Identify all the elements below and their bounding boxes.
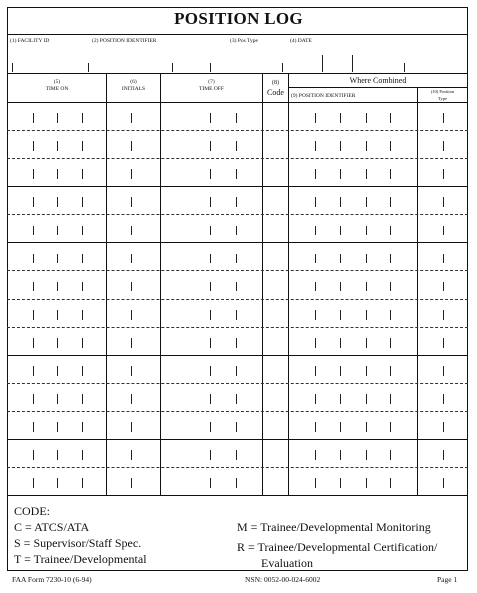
log-row[interactable]: [7, 411, 468, 439]
field-tick: [210, 63, 211, 72]
time-entry-tick: [315, 394, 316, 404]
facility-id-field[interactable]: [12, 63, 13, 72]
time-entry-tick: [315, 254, 316, 264]
facility-id-label: (1) FACILITY ID: [10, 38, 50, 44]
time-entry-tick: [33, 366, 34, 376]
field-tick: [352, 55, 353, 72]
time-entry-tick: [33, 169, 34, 179]
time-entry-tick: [33, 226, 34, 236]
time-entry-tick: [33, 394, 34, 404]
time-entry-tick: [315, 226, 316, 236]
time-entry-tick: [57, 226, 58, 236]
form-number: FAA Form 7230-10 (6-94): [12, 575, 92, 584]
time-entry-tick: [366, 169, 367, 179]
row-divider: [7, 327, 468, 328]
time-entry-tick: [82, 366, 83, 376]
time-entry-tick: [210, 366, 211, 376]
time-entry-tick: [82, 254, 83, 264]
time-entry-tick: [33, 282, 34, 292]
time-entry-tick: [82, 282, 83, 292]
title-divider: [7, 34, 468, 35]
time-entry-tick: [131, 282, 132, 292]
header-divider: [7, 73, 468, 74]
time-entry-tick: [443, 310, 444, 320]
log-row[interactable]: [7, 383, 468, 411]
log-row[interactable]: [7, 102, 468, 130]
time-entry-tick: [210, 450, 211, 460]
time-entry-tick: [366, 113, 367, 123]
date-label: (4) DATE: [290, 38, 312, 44]
time-entry-tick: [366, 394, 367, 404]
time-entry-tick: [390, 394, 391, 404]
time-entry-tick: [131, 141, 132, 151]
log-row[interactable]: [7, 186, 468, 214]
log-row[interactable]: [7, 158, 468, 186]
time-entry-tick: [82, 226, 83, 236]
time-entry-tick: [131, 310, 132, 320]
field-tick: [322, 55, 323, 72]
code-heading: CODE:: [14, 504, 50, 518]
row-divider: [7, 299, 468, 300]
time-entry-tick: [236, 310, 237, 320]
time-entry-tick: [57, 141, 58, 151]
time-entry-tick: [33, 113, 34, 123]
time-entry-tick: [390, 450, 391, 460]
time-entry-tick: [366, 254, 367, 264]
time-entry-tick: [131, 338, 132, 348]
log-row[interactable]: [7, 130, 468, 158]
time-entry-tick: [340, 169, 341, 179]
time-entry-tick: [443, 394, 444, 404]
time-entry-tick: [131, 450, 132, 460]
time-off-header: (7) TIME OFF: [199, 79, 224, 92]
time-entry-tick: [315, 310, 316, 320]
time-entry-tick: [443, 450, 444, 460]
time-entry-tick: [340, 282, 341, 292]
time-entry-tick: [340, 310, 341, 320]
time-entry-tick: [33, 197, 34, 207]
time-entry-tick: [210, 141, 211, 151]
time-entry-tick: [210, 282, 211, 292]
time-entry-tick: [366, 282, 367, 292]
time-entry-tick: [57, 450, 58, 460]
pos-type-label: (3) Pos Type: [230, 38, 258, 44]
time-entry-tick: [82, 141, 83, 151]
time-entry-tick: [210, 422, 211, 432]
time-entry-tick: [340, 422, 341, 432]
log-row[interactable]: [7, 299, 468, 327]
time-entry-tick: [390, 169, 391, 179]
time-entry-tick: [82, 197, 83, 207]
time-on-header: (5) TIME ON: [45, 79, 69, 92]
time-entry-tick: [443, 254, 444, 264]
time-entry-tick: [390, 282, 391, 292]
row-divider: [7, 411, 468, 412]
log-row[interactable]: [7, 214, 468, 242]
time-entry-tick: [443, 366, 444, 376]
time-entry-tick: [340, 366, 341, 376]
time-entry-tick: [443, 422, 444, 432]
time-entry-tick: [443, 141, 444, 151]
row-divider: [7, 158, 468, 159]
time-entry-tick: [33, 422, 34, 432]
log-row[interactable]: [7, 327, 468, 355]
page-number: Page 1: [437, 575, 458, 584]
where-combined-header: Where Combined: [349, 76, 407, 85]
time-entry-tick: [82, 310, 83, 320]
time-entry-tick: [33, 141, 34, 151]
time-entry-tick: [82, 450, 83, 460]
time-entry-tick: [366, 422, 367, 432]
row-divider: [7, 439, 468, 440]
time-entry-tick: [236, 141, 237, 151]
time-entry-tick: [57, 422, 58, 432]
time-entry-tick: [57, 197, 58, 207]
time-entry-tick: [210, 226, 211, 236]
time-entry-tick: [236, 338, 237, 348]
time-entry-tick: [236, 113, 237, 123]
time-entry-tick: [390, 422, 391, 432]
row-divider: [7, 186, 468, 187]
time-entry-tick: [210, 478, 211, 488]
time-entry-tick: [57, 394, 58, 404]
time-entry-tick: [236, 197, 237, 207]
time-entry-tick: [33, 310, 34, 320]
time-entry-tick: [390, 197, 391, 207]
row-divider: [7, 130, 468, 131]
date-field[interactable]: [282, 63, 283, 72]
initials-header: (6) INITIALS: [121, 79, 146, 92]
time-entry-tick: [315, 141, 316, 151]
time-entry-tick: [57, 282, 58, 292]
field-tick: [404, 63, 405, 72]
time-entry-tick: [390, 141, 391, 151]
time-entry-tick: [131, 226, 132, 236]
time-entry-tick: [210, 169, 211, 179]
time-entry-tick: [315, 282, 316, 292]
time-entry-tick: [57, 113, 58, 123]
time-entry-tick: [340, 478, 341, 488]
time-entry-tick: [131, 478, 132, 488]
time-entry-tick: [33, 254, 34, 264]
row-divider: [7, 383, 468, 384]
time-entry-tick: [390, 366, 391, 376]
time-entry-tick: [340, 338, 341, 348]
time-entry-tick: [131, 169, 132, 179]
time-entry-tick: [340, 113, 341, 123]
time-entry-tick: [390, 478, 391, 488]
row-divider: [7, 242, 468, 243]
time-entry-tick: [236, 254, 237, 264]
time-entry-tick: [57, 366, 58, 376]
time-entry-tick: [236, 366, 237, 376]
time-entry-tick: [315, 169, 316, 179]
time-entry-tick: [366, 141, 367, 151]
code-header: (8) Code: [267, 80, 284, 97]
row-divider: [7, 270, 468, 271]
pos-type-field[interactable]: [172, 63, 173, 72]
time-entry-tick: [210, 394, 211, 404]
code-t: T = Trainee/Developmental: [14, 552, 147, 566]
time-entry-tick: [443, 113, 444, 123]
time-entry-tick: [236, 282, 237, 292]
time-entry-tick: [390, 338, 391, 348]
time-entry-tick: [210, 254, 211, 264]
form-title: POSITION LOG: [174, 9, 303, 28]
time-entry-tick: [236, 478, 237, 488]
time-entry-tick: [390, 113, 391, 123]
position-identifier-9-header: (9) POSITION IDENTIFIER: [291, 93, 356, 99]
log-row[interactable]: [7, 355, 468, 383]
time-entry-tick: [210, 113, 211, 123]
time-entry-tick: [82, 113, 83, 123]
time-entry-tick: [131, 394, 132, 404]
time-entry-tick: [131, 113, 132, 123]
time-entry-tick: [366, 310, 367, 320]
log-row[interactable]: [7, 270, 468, 298]
time-entry-tick: [443, 169, 444, 179]
position-identifier-label: (2) POSITION IDENTIFIER: [92, 38, 157, 44]
time-entry-tick: [236, 169, 237, 179]
row-divider: [7, 467, 468, 468]
time-entry-tick: [236, 226, 237, 236]
time-entry-tick: [131, 366, 132, 376]
time-entry-tick: [131, 422, 132, 432]
time-entry-tick: [210, 338, 211, 348]
time-entry-tick: [82, 169, 83, 179]
time-entry-tick: [366, 338, 367, 348]
code-r: R = Trainee/Developmental Certification/: [237, 540, 438, 554]
time-entry-tick: [82, 338, 83, 348]
code-s: S = Supervisor/Staff Spec.: [14, 536, 142, 550]
time-entry-tick: [315, 197, 316, 207]
time-entry-tick: [340, 141, 341, 151]
time-entry-tick: [315, 422, 316, 432]
time-entry-tick: [33, 478, 34, 488]
time-entry-tick: [340, 254, 341, 264]
log-row[interactable]: [7, 439, 468, 467]
time-entry-tick: [57, 254, 58, 264]
time-entry-tick: [390, 310, 391, 320]
time-entry-tick: [443, 282, 444, 292]
position-identifier-field[interactable]: [88, 63, 89, 72]
time-entry-tick: [366, 197, 367, 207]
time-entry-tick: [315, 113, 316, 123]
time-entry-tick: [57, 310, 58, 320]
grid-bottom-border: [7, 495, 468, 496]
nsn: NSN: 0052-00-024-6002: [245, 575, 321, 584]
time-entry-tick: [131, 197, 132, 207]
code-legend-right: [237, 519, 437, 571]
time-entry-tick: [315, 450, 316, 460]
time-entry-tick: [210, 310, 211, 320]
time-entry-tick: [236, 422, 237, 432]
time-entry-tick: [57, 478, 58, 488]
time-entry-tick: [33, 450, 34, 460]
code-r-continued: Evaluation: [261, 556, 313, 570]
time-entry-tick: [82, 394, 83, 404]
row-divider: [7, 214, 468, 215]
position-type-10-header: (10) Position Type: [430, 89, 455, 101]
time-entry-tick: [340, 394, 341, 404]
time-entry-tick: [236, 450, 237, 460]
time-entry-tick: [82, 422, 83, 432]
time-entry-tick: [82, 478, 83, 488]
time-entry-tick: [340, 226, 341, 236]
time-entry-tick: [340, 450, 341, 460]
time-entry-tick: [33, 338, 34, 348]
log-row[interactable]: [7, 242, 468, 270]
code-legend-left: [14, 503, 147, 567]
time-entry-tick: [443, 478, 444, 488]
time-entry-tick: [366, 478, 367, 488]
time-entry-tick: [390, 254, 391, 264]
time-entry-tick: [210, 197, 211, 207]
time-entry-tick: [315, 478, 316, 488]
row-divider: [7, 355, 468, 356]
time-entry-tick: [57, 169, 58, 179]
time-entry-tick: [443, 197, 444, 207]
time-entry-tick: [315, 366, 316, 376]
time-entry-tick: [57, 338, 58, 348]
log-row[interactable]: [7, 467, 468, 495]
code-m: M = Trainee/Developmental Monitoring: [237, 520, 431, 534]
time-entry-tick: [443, 338, 444, 348]
time-entry-tick: [315, 338, 316, 348]
time-entry-tick: [443, 226, 444, 236]
time-entry-tick: [131, 254, 132, 264]
time-entry-tick: [366, 366, 367, 376]
time-entry-tick: [366, 450, 367, 460]
time-entry-tick: [236, 394, 237, 404]
code-c: C = ATCS/ATA: [14, 520, 90, 534]
time-entry-tick: [340, 197, 341, 207]
time-entry-tick: [366, 226, 367, 236]
time-entry-tick: [390, 226, 391, 236]
